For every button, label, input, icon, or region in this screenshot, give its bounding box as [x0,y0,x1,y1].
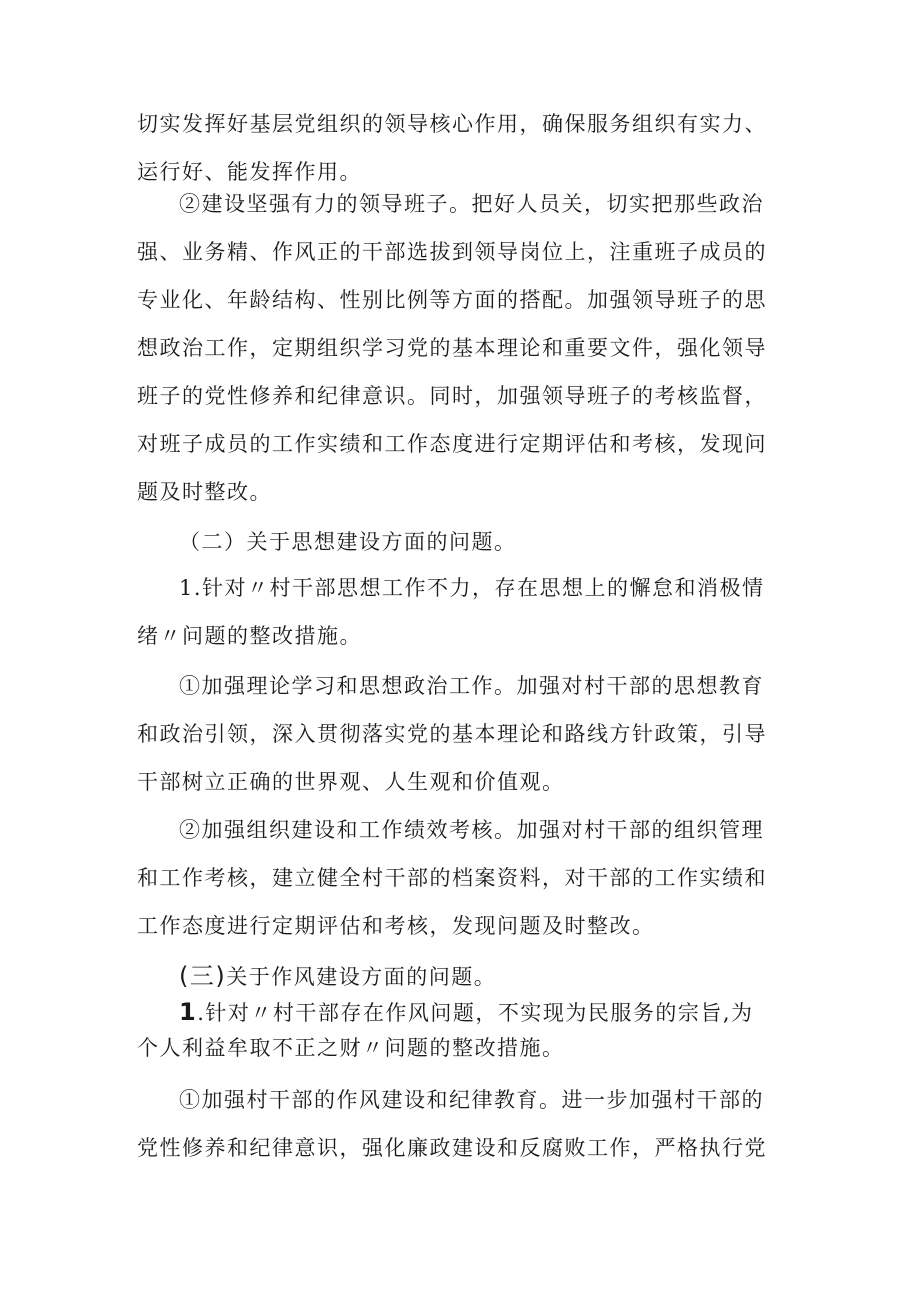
text-line: ②建设坚强有力的领导班子。把好人员关，切实把那些政治 [179,192,764,216]
text-line: 1.针对〃村干部思想工作不力，存在思想上的懈怠和消极情 [179,576,765,600]
heading-text: （二）关于思想建设方面的问题。 [179,530,517,554]
text-line: 绪〃问题的整改措施。 [137,624,362,648]
heading-text: 关于作风建设方面的问题。 [226,965,497,989]
paragraph-discipline-education [137,1076,797,1172]
text-line: 和工作考核，建立健全村干部的档案资料，对干部的工作实绩和 [137,866,767,890]
text-line: 干部树立正确的世界观、人生观和价值观。 [137,770,565,794]
paragraph-leadership-team [137,180,797,516]
text-line: 切实发挥好基层党组织的领导核心作用，确保服务组织有实力、 [137,112,767,136]
text-line: 班子的党性修养和纪律意识。同时，加强领导班子的考核监督， [137,384,767,408]
text-line: 想政治工作，定期组织学习党的基本理论和重要文件，强化领导 [137,336,767,360]
text-line: 和政治引领，深入贯彻落实党的基本理论和路线方针政策，引导 [137,722,767,746]
text-line: 党性修养和纪律意识，强化廉政建设和反腐败工作，严格执行党 [137,1136,767,1160]
heading-number: (三) [179,962,227,990]
text-line-content: .针对〃村干部存在作风问题，不实现为民服务的宗旨,为 [197,1001,754,1025]
text-line: ①加强村干部的作风建设和纪律教育。进一步加强村干部的 [179,1088,764,1112]
paragraph-ideology-item-1 [137,564,797,660]
text-line [137,994,797,1030]
heading-line [137,958,797,994]
paragraph-work-style-item-1 [137,994,797,1066]
text-line: ①加强理论学习和思想政治工作。加强对村干部的思想教育 [179,674,764,698]
text-line: 个人利益牟取不正之财〃问题的整改措施。 [137,1036,565,1060]
text-line: 专业化、年龄结构、性别比例等方面的搭配。加强领导班子的思 [137,288,767,312]
paragraph-org-building [137,806,797,950]
item-number: 1 [179,998,198,1026]
section-heading-work-style [137,958,797,994]
text-line: 运行好、能发挥作用。 [137,160,362,184]
section-heading-ideology [137,518,797,566]
text-line: 题及时整改。 [137,480,272,504]
text-line: 工作态度进行定期评估和考核，发现问题及时整改。 [137,914,655,938]
paragraph-theory-study [137,662,797,806]
text-line: 强、业务精、作风正的干部选拔到领导岗位上，注重班子成员的 [137,240,767,264]
text-line: 对班子成员的工作实绩和工作态度进行定期评估和考核，发现问 [137,432,767,456]
text-line: ②加强组织建设和工作绩效考核。加强对村干部的组织管理 [179,818,764,842]
